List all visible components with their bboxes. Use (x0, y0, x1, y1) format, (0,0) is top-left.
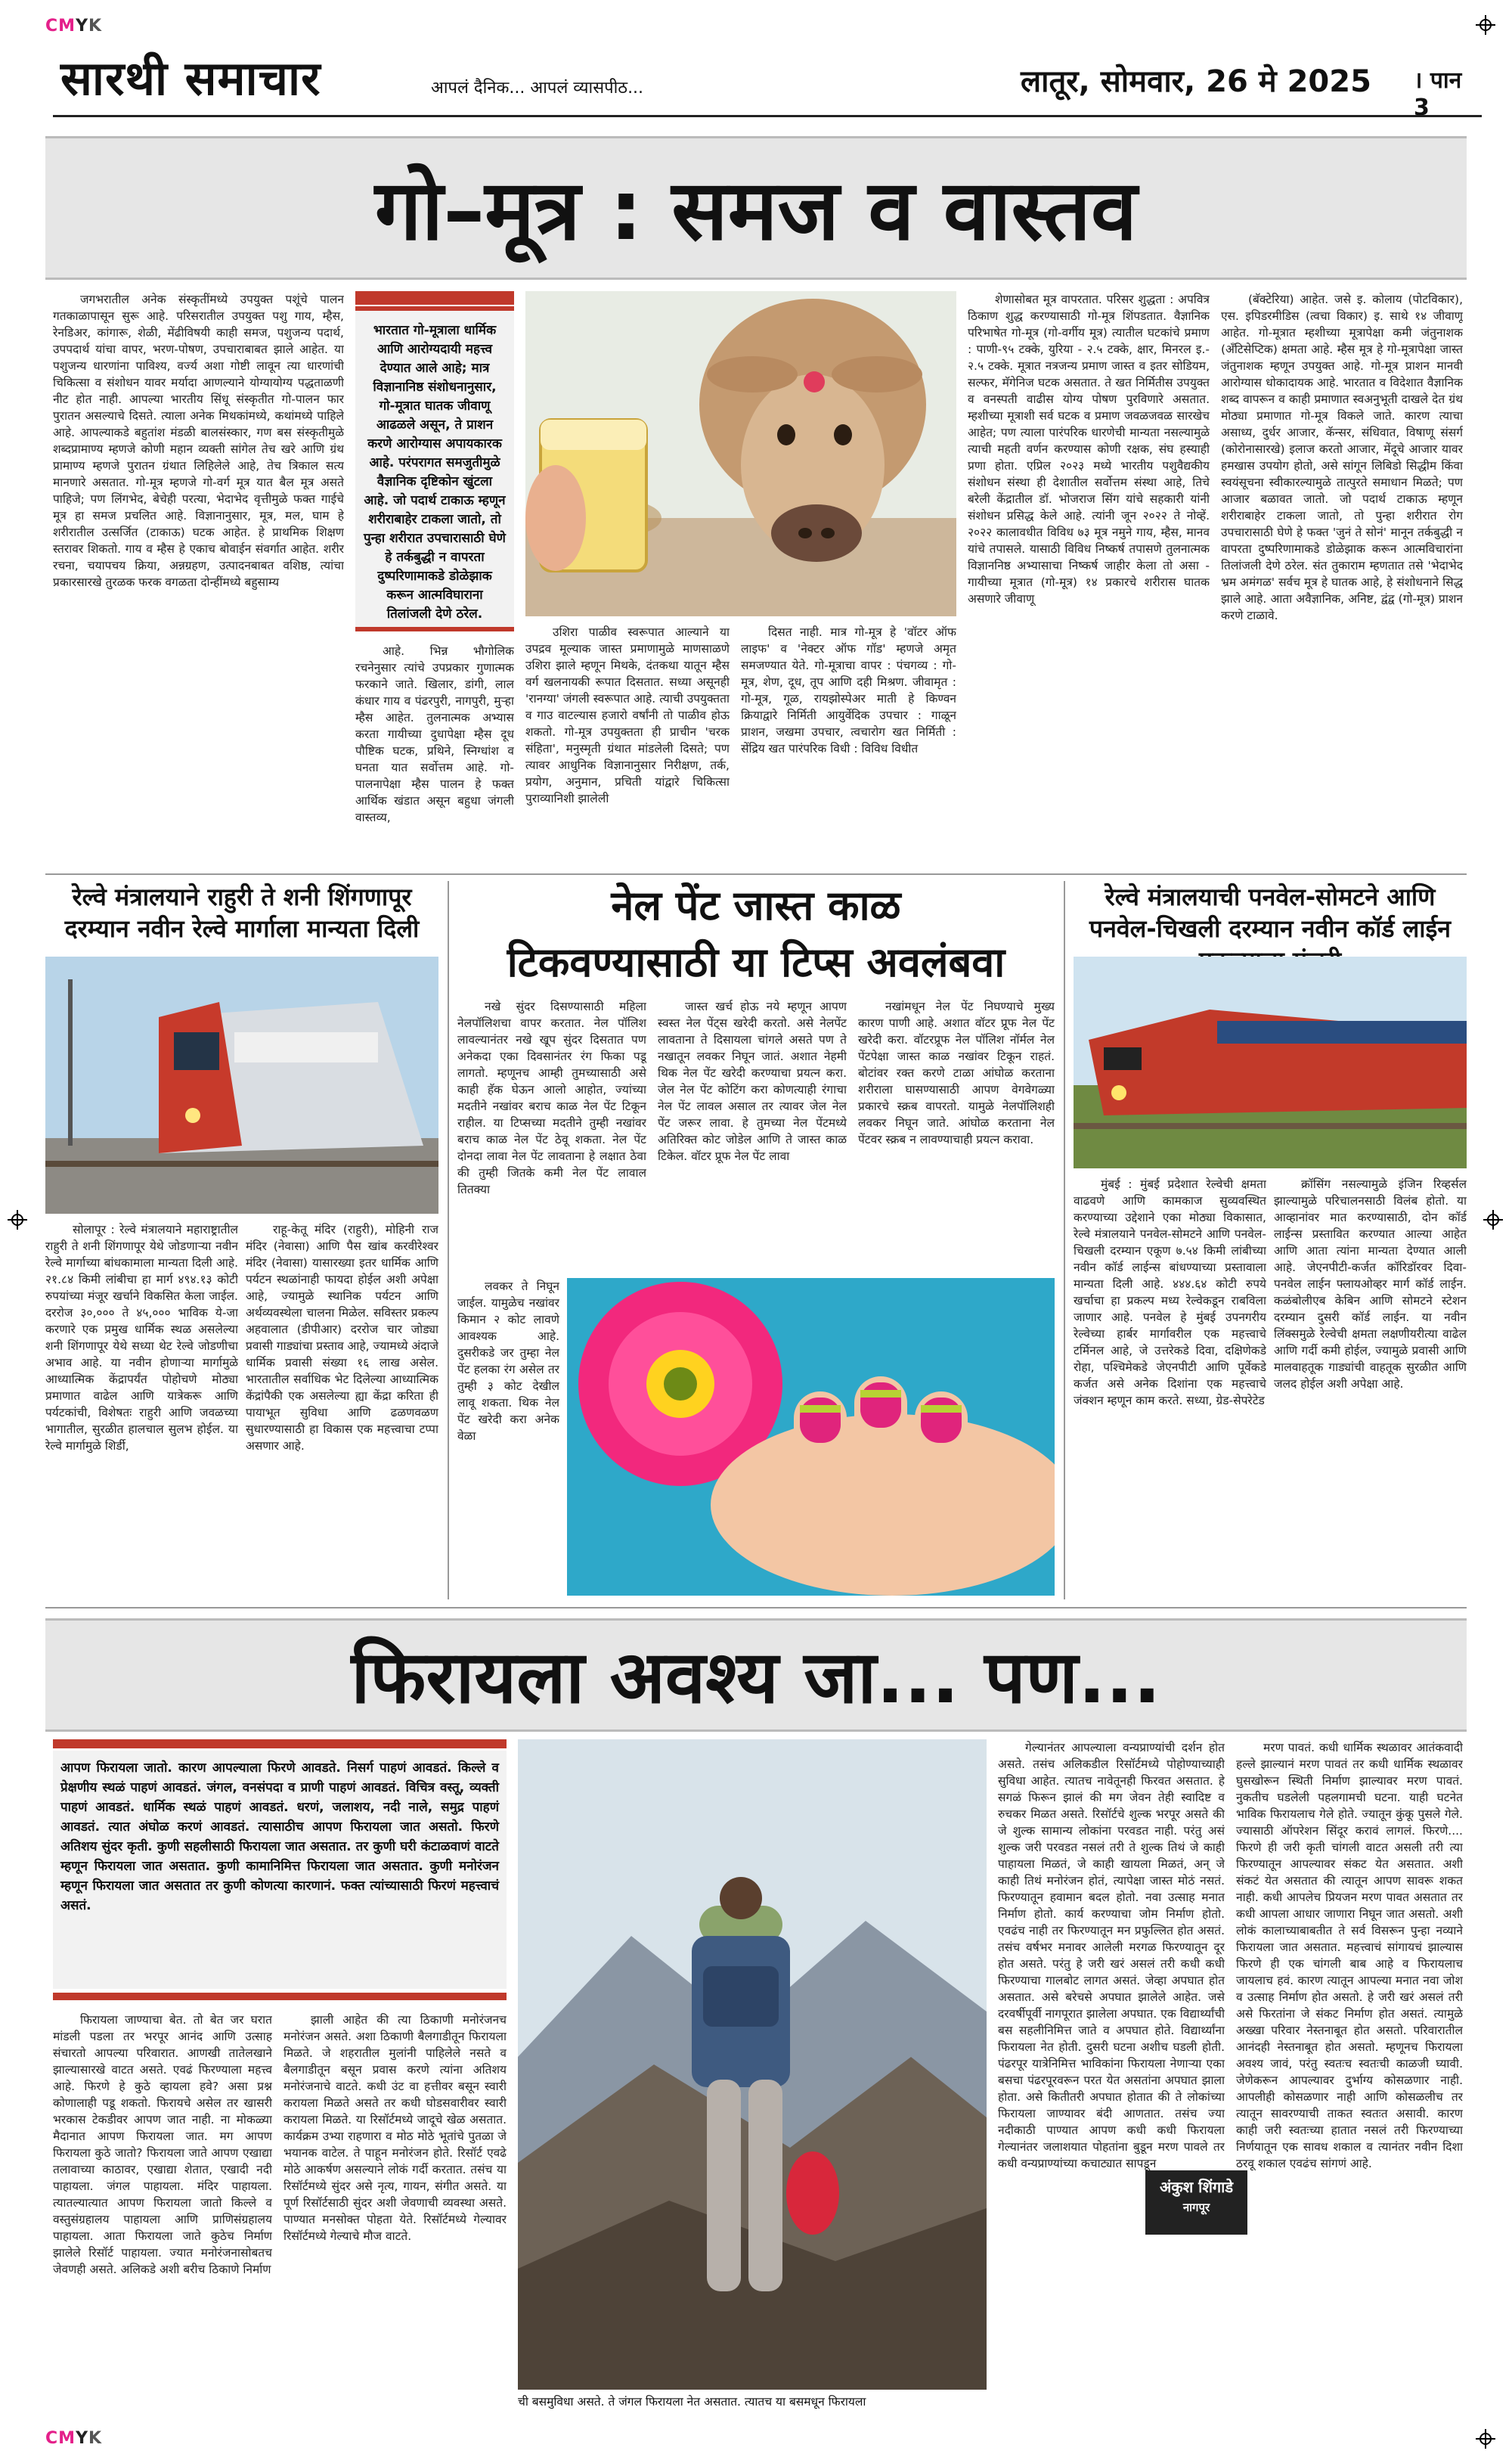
issue-date: लातूर, सोमवार, 26 मे 2025 (1021, 64, 1371, 99)
story1-column-3: उशिरा पाळीव स्वरूपात आल्याने या उपद्रव मूल्याक जास्त प्रमाणामुळे माणसाळणे उशिरा झाले म्हणून मिथके, दंतकथा यातून म्हैस वर्ग खलनायकी रूपात दिसतात. सध्या असूनही 'रानग्या' जंगली स्वरूपात आहे. त्याची उपयुक्तता व गाउ वाटल्यास हजारो वर्षांनी तो पाळीव होऊ शकतो. गो-मूत्र उपयुक्तता ही प्राचीन 'चरक संहिता', मनुस्मृती ग्रंथात मांडलेली दिसते; पण त्यावर आधुनिक विज्ञानानुसार निरीक्षण, तर्क, प्रयोग, अनुमान, प्रचिती यांद्वारे चिकित्सा पुराव्यानिशी झालेली (525, 625, 730, 805)
story1-column-5: शेणासोबत मूत्र वापरतात. परिसर शुद्धता : अपवित्र ठिकाण शुद्ध करण्यासाठी गो-मूत्र शिंपडतात. वैज्ञानिक परिभाषेत गो-मूत्र (गो-वर्गीय मूत्र) त्यातील घटकांचे प्रमाण : पाणी-९५ टक्के, युरिया - २.५ टक्के, क्षार, मिनरल इ.- २.५ टक्के. मूत्रात नत्रजन्य प्रमाण जास्त व इतर सोडियम, सल्फर, मॅगेनिज घटक असतात. ते खत निर्मितीस उपयुक्त व वनस्पती वाढीस योग्य पोषण पुरविणारे असतात. म्हशीच्या मूत्राशी सर्व घटक व प्रमाण जवळजवळ सारखेच आहेत; पण त्याला पारंपरिक धारणेची मान्यता नसल्यामुळे त्याची महती वर्णन करण्यास कोणी रक्षक, संघ हस्याही प्रणा होता. एप्रिल २०२३ मध्ये भारतीय पशुवैद्यकीय संशोधन संस्था ही देशातील सर्वोत्तम संस्था आहे, तिचे बरेली केंद्रातील डॉ. भोजराज सिंग यांचे सहकारी यांनी संशोधन प्रसिद्ध केले आहे. त्यांनी जून २०२२ ते नोव्हें. २०२२ कालावधीत विविध ७३ मूत्र नमुने गाय, म्हैस, मानव यांचे तपासले. यासाठी विविध निष्कर्ष तपासणे तुलनात्मक विज्ञाननिष्ठ अभ्यासाचा निष्कर्ष जाहीर केला तो असा - गायीच्या मूत्रात (गो-मूत्र) १४ प्रकारचे शरीरास घातक असणारे जीवाणू (968, 293, 1210, 606)
story3-headline-line1: नेल पेंट जास्त काळ (611, 882, 901, 929)
registration-mark-icon (8, 1210, 27, 1230)
section-divider (45, 1607, 1467, 1608)
newspaper-title: सारथी समाचार (60, 51, 321, 106)
cmyk-label-top: CMYK (45, 17, 103, 36)
story2-column-2: राहू-केतू मंदिर (राहुरी), मोहिनी राज मंदिर (नेवासा) आणि पैस खांब करवीरेश्वर मंदिर (नेवासा) यासारख्या इतर धार्मिक आणि पर्यटन स्थळांनाही फायदा होईल अशी अपेक्षा आहे, ज्यामुळे स्थानिक पर्यटन आणि अर्थव्यवस्थेला चालना मिळेल. सविस्तर प्रकल्प अहवालात (डीपीआर) दररोज चार जोड्या प्रवासी गाड्यांचा प्रस्ताव आहे, ज्यामध्ये अंदाजे धार्मिक प्रवासी संख्या १६ लाख असेल. भारतातील सर्वाधिक भेट दिलेल्या आध्यात्मिक केंद्रांपैकी एक असलेल्या ह्या केंद्रा करिता ही पायाभूत सुविधा आणि ढळणवळण सुधारण्यासाठी हा विकास एक महत्त्वाचा टप्पा असणार आहे. (246, 1223, 438, 1453)
cmyk-label-bottom: CMYK (45, 2429, 103, 2448)
intro-top-bar (53, 1739, 507, 1748)
author-place: नागपूर (1182, 2201, 1210, 2214)
column-divider (1064, 881, 1065, 1599)
story5-column-4: मरण पावतं. कधी धार्मिक स्थळावर आतंकवादी हल्ले झाल्यानं मरण पावतं तर कधी धार्मिक स्थळावर घुसखोरून स्थिती निर्माण झाल्यावर मरण पावतं. नुकतीच घडलेली पहलगामची घटना. याही घटनेत भाविक फिरायलाच गेले होते. ज्यातून कुंकू पुसले गेले. ज्यासाठी ऑपरेशन सिंदूर करावं लागलं. फिरणे.... फिरणे ही जरी कृती चांगली वाटत असली तरी त्या फिरण्यातून आपल्यावर संकट येत असतात. अशी संकटं येत असतात की त्यातून आपण सावरू शकत नाही. कधी आपलेच प्रियजन मरण पावत असतात तर कधी आपला आधार जाणारा निघून जात असतो. अशी लोकं कालाच्याबाबतीत ते सर्व विसरून पुन्हा नव्याने फिरायला जात असतात. महत्त्वाचं सांगायचं झाल्यास फिरणे ही एक चांगली बाब आहे व फिरायलाच जायलाच हवं. कारण त्यातून आपल्या मनात नवा जोश व उत्साह निर्माण होत असतो. हे जरी खरं असलं तरी असे फिरतांना जे संकट निर्माण होत असतं. त्यामुळे अख्खा परिवार नेस्तनाबूत होत असतो. परिवारातील आनंदही नेस्तनाबूत होत असतो. म्हणूनच फिरायला अवश्य जावं, परंतु स्वतःच स्वतःची काळजी घ्यावी. जेणेकरून आपल्यावर दुर्भाग्य कोसळणार नाही. आपलीही कोसळणार नाही आणि कोसळलीच तर त्यातून सावरण्याची ताकत स्वतःत असावी. कारण काही जरी स्वतःच्या हातात नसलं तरी फिरण्याच्या निर्णयातून एक सावध शकाल व त्यानंतर नवीन दिशा ठरवू शकाल एवढंच सांगणं आहे. (1236, 1741, 1463, 2170)
registration-mark-icon (1483, 1210, 1503, 1230)
story1-headline: गो–मूत्र : समज व वास्तव (374, 162, 1138, 259)
column-divider (448, 881, 449, 1599)
masthead (53, 45, 1482, 121)
author-name: अंकुश शिंगाडे (1159, 2178, 1234, 2196)
story1-column-2: आहे. भिन्न भौगोलिक रचनेनुसार त्यांचे उपप्रकार गुणात्मक फरकाने जाते. खिलार, डांगी, लाल कंधार गाय व पंढरपुरी, नागपुरी, मुऱ्हा म्हैस आहेत. तुलनात्मक अभ्यास करता गायीच्या दुधापेक्षा म्हैस दूध पौष्टिक घटक, प्रथिने, स्निग्धांश व घनता यात सर्वोत्तम आहे. गो-पालनापेक्षा म्हैस पालन हे फक्त आर्थिक खंडात असून बहुधा जंगली वास्तव्य, (355, 644, 514, 824)
story1-column-4: दिसत नाही. मात्र गो-मूत्र हे 'वॉटर ऑफ लाइफ' व 'नेक्टर ऑफ गॉड' म्हणजे अमृत समजण्यात येते. गो-मूत्राचा वापर : पंचगव्य : गो-मूत्र, शेण, दूध, तूप आणि दही मिश्रण. जीवामृत : गो-मूत्र, गूळ, रायझोस्पेअर माती हे किण्वन क्रियाद्वारे निर्मिती आयुर्वेदिक उपचार : गाळून प्राशन, जखमा उपचार, त्वचारोग खत निर्मिती : सेंद्रिय खत पारंपरिक विधी : विविध विधीत (741, 625, 956, 755)
newspaper-tagline: आपलं दैनिक... आपलं व्यासपीठ... (431, 79, 644, 98)
nail-paint-photo (567, 1278, 1055, 1596)
story1-headline-band (45, 136, 1467, 280)
train-illustration (1074, 957, 1467, 1168)
story5-intro: आपण फिरायला जातो. कारण आपल्याला फिरणे आवडते. निसर्ग पाहणं आवडतं. किल्ले व प्रेक्षणीय स्थळं पाहणं आवडतं. जंगल, वनसंपदा व प्राणी पाहणं आवडतं. विचित्र वस्तू, व्यक्ती पाहणं आवडतं. धार्मिक स्थळं पाहणं आवडतं. धरणं, जलाशय, नदी नाले, समुद्र पाहणं आवडतं. त्यात अंघोळ करणं आवडतं. त्यासाठीच आपण फिरायला जात असतो. फिरणे अतिशय सुंदर कृती. कुणी सहलीसाठी फिरायला जात असतात. तर कुणी घरी कंटाळवाणं वाटते म्हणून फिरायला जात असतात. कुणी कामानिमित्त फिरायला जात असतात. कुणी मनोरंजन म्हणून फिरायला जात असतात तर कुणी कोणत्या कारणानं. फक्त त्यांच्यासाठी फिरणं महत्त्वाचं असतं. (53, 1751, 507, 1989)
story3-column-3: नखांमधून नेल पेंट निघण्याचे मुख्य कारण पाणी आहे. अशात वॉटर प्रूफ नेल पेंट खरेदी करा. वॉटरप्रूफ नेल पॉलिश नॉर्मल नेल पेंटपेक्षा जास्त काळ नखांवर टिकून राहतं. बोटांवर रक्त करणे टाळा आंघोळ करताना शरीराला घासण्यासाठी आपण वेगवेगळ्या प्रकारचे स्क्रब वापरतो. यामुळे नेलपॉलिशही लवकर निघून जाते. आंघोळ करताना नेल पेंटवर स्क्रब न लावण्याचाही प्रयत्न करावा. (858, 1000, 1055, 1146)
flower-hand-illustration (567, 1278, 1055, 1596)
hiker-illustration (518, 1739, 987, 2390)
story5-column-3-top: गेल्यानंतर आपल्याला वन्यप्राण्यांची दर्शन होत असते. तसंच अलिकडील रिसॉर्टमध्ये पोहोण्याच्याही सुविधा आहेत. त्यातच नावेतूनही फिरवत असतात. हे सगळं फिरून झालं की मग जेवन तेही स्वादिष्ट व रुचकर मिळत असते. रिसॉर्टचे शुल्क भरपूर असते की जे शुल्क सामान्य लोकांना परवडत नाही. परंतु असं शुल्क जरी परवडत नसलं तरी ते शुल्क तिथं जे काही पाहायला मिळतं, जे काही खायला मिळतं, अन् जे काही तिथं मनोरंजन होतं, त्यापेक्षा जास्त मोठं नसतं. फिरण्यातून हवामान बदल होतो. नवा उत्साह मनात निर्माण होतो. कार्य करण्याचा जोम निर्माण होतो. एवढंच नाही तर फिरण्यातून मन प्रफुल्लित होत असतं. तसंच वर्षभर मनावर आलेली मरगळ फिरण्यातून दूर होत असते. परंतु हे जरी खरं असलं तरी कधी कधी फिरण्याचा गालबोट लागत असतं. जेव्हा अपघात होत असतात. असे बरेचसे अपघात झालेले आहेत. जसे दरवर्षीपूर्वी नागपूरात झालेला अपघात. एक विद्यार्थ्यांची बस सहलीनिमित्त जाते व अपघात होते. विद्यार्थ्यांना फिरायला नेत होती. दुसरी घटना अशीच घडली होती. पंढरपूर यात्रेनिमित्त भाविकांना फिरायला नेणाऱ्या एका बसचा पंढरपूरवरून परत येत असतांना अपघात झाला होता. असे कितीतरी अपघात होतात की ते लोकांच्या फिरायला जाण्यावर बंदी आणतात. तसंच ज्या नदीकाठी पाण्यात आपण कधी कधी फिरायला गेल्यानंतर जलाशयात पोहतांना बुडून मरण पावले तर कधी वन्यप्राण्यांच्या कचाट्यात सापडून (998, 1741, 1225, 2170)
story2-headline: रेल्वे मंत्रालयाने राहुरी ते शनी शिंगणापूर दरम्यान नवीन रेल्वे मार्गाला मान्यता दिली (64, 883, 420, 943)
story1-column-6: (बॅक्टेरिया) आहेत. जसे इ. कोलाय (पोटविकार), एस. इपिडरमीडिस (त्वचा विकार) इ. साथे १४ जीवाणू आहेत. गो-मूत्रात म्हशीच्या मूत्रापेक्षा कमी जंतुनाशक (अँटिसेप्टिक) क्षमता आहे. म्हैस मूत्र हे गो-मूत्रापेक्षा जास्त जंतुनाशक म्हणून उपयुक्त आहे. गो-मूत्र प्राशन मानवी आरोग्यास धोकादायक आहे. भारतात व विदेशात वैज्ञानिक शब्द वापरून व काही प्रमाणात स्वअनुभूती दाखले देत ग्रंथ मोठ्या प्रमाणात गो-मूत्र विकले जाते. कारण त्याचा असाध्य, दुर्धर आजार, कॅन्सर, संधिवात, विषाणू संसर्ग (कोरोनासारखे) इलाज करतो आजार, मेंदूचे आजार यावर हमखास उपयोग होतो, असे सांगून लिबिडो सिद्धीम किंवा स्वयंसूचना स्वीकारल्यामुळे तात्पुरते समाधान मिळते; पण आजार बळावत जातो. जो पदार्थ टाकाऊ म्हणून शरीराबाहेर टाकला जातो, तो पुन्हा शरीरात रोग उपचारासाठी घेणे हे फक्त 'जुनं ते सोनं' मानून तर्कबुद्धी न वापरता दुष्परिणामाकडे डोळेझाक करून आत्मविचारांना तिलांजली देणे ठरेल. संत तुकाराम म्हणतात तसे 'भेदाभेद भ्रम अमंगळ' सर्वच मूत्र हे घातक आहे, हे संशोधनाने सिद्ध झाले आहे. आता अवैज्ञानिक, अनिष्ट, द्वंद्व (गो-मूत्र) प्राशन करणे टाळावे. (1221, 293, 1463, 622)
story3-headline-line2: टिकवण्यासाठी या टिप्स अवलंबवा (507, 938, 1005, 986)
author-byline (1145, 2170, 1247, 2235)
story1-pull-quote: भारतात गो-मूत्राला धार्मिक आणि आरोग्यदायी महत्त्व देण्यात आले आहे; मात्र विज्ञानानिष्ठ संशोधनानुसार, गो-मूत्रात घातक जीवाणू आढळले असून, ते प्राशन करणे आरोग्यास अपायकारक आहे. परंपरागत समजुतीमुळे वैज्ञानिक दृष्टिकोन खुंटला आहे. जो पदार्थ टाकाऊ म्हणून शरीराबाहेर टाकला जातो, तो पुन्हा शरीरात उपचारासाठी घेणे हे तर्कबुद्धी न वापरता दुष्परिणामाकडे डोळेझाक करून आत्मविघाराना तिलांजली देणे ठरेल. (355, 306, 514, 631)
registration-mark-icon (1476, 15, 1495, 35)
story5-headline-band (45, 1618, 1467, 1732)
cow-illustration (525, 291, 956, 616)
story3-column-2: जास्त खर्च होऊ नये म्हणून आपण स्वस्त नेल पेंट्स खरेदी करतो. असे नेलपेंट लावताना ते दिसायला चांगले असते पण ते नखातून लवकर निघून जातं. अशात नेहमी थिक नेल पेंट खरेदी करण्याचा प्रयत्न करा. जेल नेल पेंट कोटिंग करा कोणत्याही रंगाचा नेल पेंट लावल असाल तर त्यावर जेल नेल पेंट जरूर लावा. हे तुमच्या नेल पेंटमध्ये अतिरिक्त कोट जोडेल आणि ते जास्त काळ टिकेल. वॉटर प्रूफ नेल पेंट लावा (658, 1000, 847, 1163)
story4-headline: रेल्वे मंत्रालयाची पनवेल-सोमटने आणि पनवेल-चिखली दरम्यान नवीन कॉर्ड लाईन (1089, 883, 1452, 943)
story5-headline: फिरायला अवश्य जा... पण... (351, 1635, 1161, 1720)
hiker-photo (518, 1739, 987, 2390)
story4-column-2: क्रॉसिंग नसल्यामुळे इंजिन रिव्हर्सल झाल्यामुळे परिचालनसाठी विलंब होतो. या आव्हानांवर मात करण्यासाठी, दोन कॉर्ड लाईन्स प्रस्तावित करण्यात आल्या आहेत आणि आता त्यांना मान्यता देण्यात आली आहे. जेएनपीटी-कर्जत कॉरिडॉरवर दिवा-पनवेल लाईन फ्लायओव्हर मार्ग कॉर्ड लाईन. कळंबोलीएब केबिन आणि सोमटने स्टेशन दरम्यान दुसरी कॉर्ड लाईन. या नवीन लिंक्समुळे रेल्वेची क्षमता लक्षणीयरीत्या वाढेल आणि गर्दी कमी होईल, ज्यामुळे प्रवासी आणि मालवाहतूक गाड्यांची वाहतूक सुरळीत आणि जलद होईल अशी अपेक्षा आहे. (1274, 1177, 1467, 1391)
intro-bottom-bar (53, 1993, 507, 2000)
story3-column-4: लवकर ते निघून जाईल. यामुळेच नखांवर किमान २ कोट लावणे आवश्यक आहे. दुसरीकडे जर तुम्हा नेल पेंट हलका रंग असेल तर तुम्ही ३ कोट देखील लावू शकता. थिक नेल पेंट खरेदी करा अनेक वेळा (457, 1280, 559, 1443)
train-photo-1 (45, 957, 438, 1214)
story3-column-1: नखे सुंदर दिसण्यासाठी महिला नेलपॉलिशचा वापर करतात. नेल पॉलिश लावल्यानंतर नखे खूप सुंदर दिसतात पण अनेकदा एका दिवसानंतर रंग फिका पडू लागतो. म्हणूनच आम्ही तुमच्यासाठी असे काही हॅक घेऊन आलो आहोत, ज्यांच्या मदतीने नखांवर बराच काळ नेल पेंट टिकून राहील. या टिप्सच्या मदतीने तुम्ही नखांवर बराच काळ नेल पेंट ठेवू शकता. नेल पेंट दोनदा लावा नेल पेंट लावताना हे लक्षात ठेवा की तुम्ही जितके कमी नेल पेंट लावाल तितक्या (457, 1000, 646, 1196)
story4-column-1: मुंबई : मुंबई प्रदेशात रेल्वेची क्षमता वाढवणे आणि कामकाज सुव्यवस्थित करण्याच्या उद्देशाने एका मोठ्या विकासात, रेल्वे मंत्रालयाने पनवेल-सोमटने आणि पनवेल-चिखली दरम्यान एकूण ७.५४ किमी लांबीच्या नवीन कॉर्ड लाईन्स बांधण्याच्या प्रस्तावाला मान्यता दिली आहे. ४४४.६४ कोटी रुपये खर्चाचा हा प्रकल्प मध्य रेल्वेकडून राबविला जाणार आहे. पनवेल हे मुंबई उपनगरीय रेल्वेच्या हार्बर मार्गावरील एक महत्त्वाचे टर्मिनल आहे, जे उत्तरेकडे दिवा, दक्षिणेकडे रोहा, पश्चिमेकडे जेएनपीटी आणि पूर्वेकडे कर्जत असे अनेक दिशांना एक महत्त्वाचे जंक्शन म्हणून काम करते. सध्या, ग्रेड-सेपरेटेड (1074, 1177, 1266, 1407)
page-number: । पान 3 (1414, 67, 1462, 121)
cow-photo (525, 291, 956, 616)
story2-column-1: सोलापूर : रेल्वे मंत्रालयाने महाराष्ट्रातील राहुरी ते शनी शिंगणापूर येथे जोडणाऱ्या नवीन रेल्वे मार्गाच्या बांधकामाला मान्यता दिली आहे. २१.८४ किमी लांबीचा हा मार्ग ४९४.१३ कोटी रुपयांच्या मंजूर खर्चाने विकसित केला जाईल. दररोज ३०,००० ते ४५,००० भाविक ये-जा करणारे एक प्रमुख धार्मिक स्थळ असलेल्या शनी शिंगणापूर येथे सध्या थेट रेल्वे जोडणीचा अभाव आहे. या नवीन होणाऱ्या मार्गामुळे आध्यात्मिक केंद्रापर्यंत पोहोचणे मोठ्या प्रमाणात वाढेल आणि यात्रेकरू आणि पर्यटकांची, विशेषतः राहुरी आणि जवळच्या भागातील, सुरळीत हालचाल सुलभ होईल. या रेल्वे मार्गामुळे शिर्डी, (45, 1223, 238, 1453)
photo-caption: ची बसमुविधा असते. ते जंगल फिरायला नेत असतात. त्यातच या बसमधून फिरायला (518, 2395, 866, 2409)
story1-column-1: जगभरातील अनेक संस्कृतींमध्ये उपयुक्त पशूंचे पालन गतकाळापासून सुरू आहे. परिसरातील उपयुक्त पशु गाय, म्हैस, रेनडिअर, कांगारू, शेळी, मेंढीविषयी काही समज, पशुजन्य पदार्थ, उपपदार्थ यांचा वापर, भरण-पोषण, उपचाराबाबत झाले आहेत. या पशुजन्य धारणांना पाविश्य, वर्ज्य अशा गोष्टी लावून त्या धारणांची चिकित्सा व संशोधन यावर मर्यादा आणल्याने योग्यायोग्य पद्धताळणी नीट होत नाही. आपल्या भारतीय सिंधू संस्कृतीत गो-पालन फार पुरातन असल्याचे दिसते. त्याला अनेक मिथकांमध्ये, कथांमध्ये पाहिले आहे. आपल्याकडे बहुतांश मंडळी बालसंस्कार, गण बस संस्कृतीमुळे शब्दप्रामाण्य म्हणजे कोणी महान व्यक्ती सांगेल तेच खरे आणि ग्रंथ प्रामाण्य म्हणजे पुरातन ग्रंथात लिहिलेले आहे, तेच त्रिकाल सत्य मानणारे असतात. गो-मूत्र म्हणजे गो-वर्ग मूत्र यात बैल मूत्र असते पाहिजे; पण लिंगभेद, बेचेही परत्या, भेदाभेद वृत्तीमुळे फक्त गाईचे मूत्र हा समज प्रचलित आहे. विज्ञानानुसार, मूत्र, मल, घाम हे शरीरातील उत्सर्जित (टाकाऊ) घटक आहेत. हे प्राथमिक शिक्षण स्तरावर शिकतो. गाय व म्हैस हे एकाच बोवाईन संवर्गात आहेत. शरीर रचना, चयापचय क्रिया, अन्नग्रहण, उत्पादनबाबत वशिष्ठ, त्यांचा प्रकारसारखे तुरळक फरक वगळता दोन्हींमध्ये बहुसाम्य (53, 293, 344, 589)
story5-column-2: झाली आहेत की त्या ठिकाणी मनोरंजनच मनोरंजन असते. अशा ठिकाणी बैलगाडीतून फिरायला मिळते. जे शहरातील मुलांनी पाहिलेले नसते व बैलगाडीतून बसून प्रवास करणे त्यांना अतिशय मनोरंजनाचे वाटते. कधी उंट वा हत्तीवर बसून स्वारी करायला मिळते असते तर कधी घोडसवारीवर स्वारी करायला मिळते. या रिसॉर्टमध्ये जादूचे खेळ असतात. कार्यक्रम उभ्या राहणारा व मोठ मोठे भूतांचे पुतळा जे भयानक वाटेल. ते पाहून मनोरंजन होते. रिसॉर्ट एवढे मोठे आकर्षण असल्याने लोकं गर्दी करतात. तसंच या रिसॉर्टमध्ये सुंदर असे नृत्य, गायन, संगीत असते. या पूर्ण रिसॉर्टसाठी सुंदर अशी जेवणाची व्यवस्था असते. पाण्यात मनसोक्त पोहता येते. रिसॉर्टमध्ये गेल्यावर रिसॉर्टमध्ये गेल्याचे मौज वाटते. (284, 2013, 507, 2243)
story5-column-1: फिरायला जाण्याचा बेत. तो बेत जर घरात मांडली पडला तर भरपूर आनंद आणि उत्साह संचारतो आपल्या परिवारात. आणखी तातेलखाने झाल्यासारखे वाटत असते. एवढं फिरण्याला महत्त्व आहे. फिरणे हे कुठे व्हायला हवे? असा प्रश्न कोणालाही पडू शकतो. फिरायचे असेल तर खासरी भरकास टेकडीवर आपण जात नाही. ना मोकळ्या मैदानात आपण फिरायला जात. मग आपण फिरायला कुठे जातो? फिरायला जाते आपण एखाद्या तलावाच्या काठावर, एखाद्या शेतात, एखादी नदी पाहायला. जंगल पाहायला. मंदिर पाहायला. त्यातल्यात्यात आपण फिरायला जातो किल्ले व वस्तुसंग्रहालय पाहायला आणि प्राणिसंग्रहालय पाहायला. आता फिरायला जाते कुठेच निर्माण झालेले रिसॉर्ट पाहायला. ज्यात मनोरंजनासोबतच जेवणही असते. अलिकडे अशी बरीच ठिकाणे निर्माण (53, 2013, 272, 2276)
train-illustration (45, 957, 438, 1214)
train-photo-2 (1074, 957, 1467, 1168)
section-divider (45, 873, 1467, 875)
registration-mark-icon (1476, 2429, 1495, 2449)
quote-top-bar (355, 291, 514, 305)
